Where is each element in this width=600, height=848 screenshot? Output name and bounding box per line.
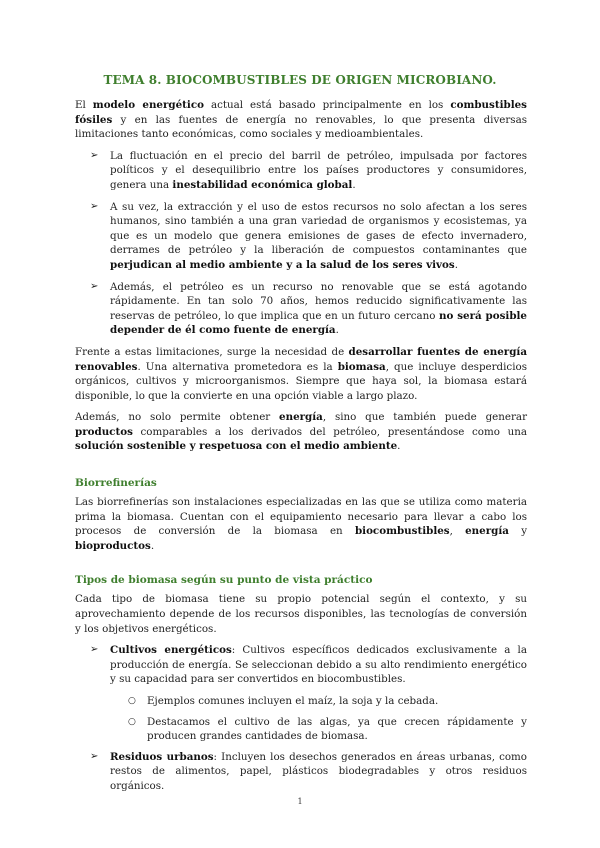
renewables-paragraph <box>75 345 527 403</box>
arrow-bullet-icon: ➢ <box>90 149 99 161</box>
text-run: Las biorrefinerías son instalaciones especializadas en las que se utiliza como materia prima la biomasa. Cuentan con el equipamiento necesario para llevar a cabo los procesos de conversión de la biomasa en <box>75 496 527 538</box>
list-item <box>75 200 527 273</box>
text-run: A su vez, la extracción y el uso de estos recursos no solo afectan a los seres humanos, sino también a una gran variedad de organismos y ecosistemas, ya que es un modelo que genera emisiones de gases de efecto invernadero, derrames de petróleo y la liberación de compuestos contaminantes que <box>110 200 527 257</box>
tipos-intro-paragraph: Cada tipo de biomasa tiene su propio potencial según el contexto, y su aprovechamiento depende de los recursos disponibles, las tecnologías de conversión y los objetivos energéticos. <box>75 593 527 635</box>
text-run: Además, el petróleo es un recurso no renovable que se está agotando rápidamente. En tan solo 70 años, hemos reducido significativamente las reservas de petróleo, lo que implica que en un futuro cercano <box>110 280 527 322</box>
section-heading-biorrefinerias: Biorrefinerías <box>75 477 157 490</box>
sub-list-item <box>75 715 527 744</box>
text-run: , sino que también puede generar <box>322 411 527 424</box>
text-run: . <box>397 440 401 453</box>
bold-run: energía <box>465 525 509 538</box>
text-run: . <box>150 539 155 552</box>
text-run: Además, no solo permite obtener <box>75 411 280 424</box>
list-item <box>75 149 527 193</box>
intro-paragraph <box>75 98 527 142</box>
bold-run: solución sostenible y respetuosa con el medio ambiente <box>75 440 398 453</box>
text-run: La fluctuación en el precio del barril de petróleo, impulsada por factores políticos y el desequilibrio entre los países productores y consumidores, genera una <box>110 149 527 191</box>
bold-run: desarrollar fuentes de energía renovables <box>75 345 528 373</box>
bold-run: biocombustibles <box>354 525 450 538</box>
circle-bullet-icon: ○ <box>128 696 136 706</box>
text-run: actual está basado principalmente en los <box>203 99 451 111</box>
text-run: : Incluyen los desechos generados en áreas urbanas, como restos de alimentos, papel, plásticos biodegradables y otros residuos orgánicos. <box>110 750 528 792</box>
bold-run: Cultivos energéticos <box>110 644 232 657</box>
list-item <box>75 643 527 687</box>
bold-run: energía <box>279 411 323 424</box>
products-paragraph <box>75 410 527 454</box>
text-run: y <box>508 525 528 538</box>
text-run: : Cultivos específicos dedicados exclusivamente a la producción de energía. Se seleccionan debido a su alto rendimiento energético y su capacidad para ser convertidos en biocombustibles. <box>110 644 527 686</box>
text-run: . <box>454 258 458 271</box>
arrow-bullet-icon: ➢ <box>90 644 99 656</box>
circle-bullet-icon: ○ <box>128 716 136 727</box>
arrow-bullet-icon: ➢ <box>90 200 99 212</box>
bold-run: perjudican al medio ambiente y a la salud de los seres vivos <box>110 258 455 271</box>
text-run: Frente a estas limitaciones, surge la necesidad de <box>75 345 349 358</box>
text-run: . <box>352 178 356 191</box>
text-run: . Una alternativa prometedora es la <box>137 360 338 373</box>
biorrefinerias-paragraph <box>75 495 527 553</box>
list-item <box>75 750 527 794</box>
bold-run: inestabilidad económica global <box>172 178 353 191</box>
document-body <box>75 98 527 801</box>
bold-run: no será posible depender de él como fuente de energía <box>110 309 527 337</box>
text-run: y en las fuentes de energía no renovables, lo que presenta diversas limitaciones tanto económicas, como sociales y medioambientales. <box>75 113 527 141</box>
section-heading-tipos-biomasa: Tipos de biomasa según su punto de vista práctico <box>75 574 373 587</box>
bold-run: biomasa <box>337 360 386 373</box>
sub-list-item <box>75 694 527 709</box>
list-item <box>75 280 527 338</box>
text-run: . <box>335 324 339 337</box>
text-run: Destacamos el cultivo de las algas, ya que crecen rápidamente y producen grandes cantidades de biomasa. <box>147 715 527 743</box>
text-run: , <box>449 525 466 538</box>
page-title: TEMA 8. BIOCOMBUSTIBLES DE ORIGEN MICROBIANO. <box>103 73 497 87</box>
text-run: Ejemplos comunes incluyen el maíz, la soja y la cebada. <box>147 695 439 707</box>
bold-run: bioproductos <box>75 539 151 552</box>
arrow-bullet-icon: ➢ <box>90 750 99 762</box>
bold-run: productos <box>75 425 133 438</box>
text-run: comparables a los derivados del petróleo, presentándose como una <box>132 425 527 438</box>
text-run: , que incluye desperdicios orgánicos, cultivos y microorganismos. Siempre que haya sol, la biomasa estará disponible, lo que la convierte en una opción viable a largo plazo. <box>75 360 527 402</box>
bold-run: Residuos urbanos <box>110 750 214 763</box>
arrow-bullet-icon: ➢ <box>90 280 99 292</box>
page-number: 1 <box>297 797 303 806</box>
bold-run: modelo energético <box>92 99 204 111</box>
bold-run: combustibles fósiles <box>75 99 527 126</box>
text-run: El <box>75 99 93 111</box>
